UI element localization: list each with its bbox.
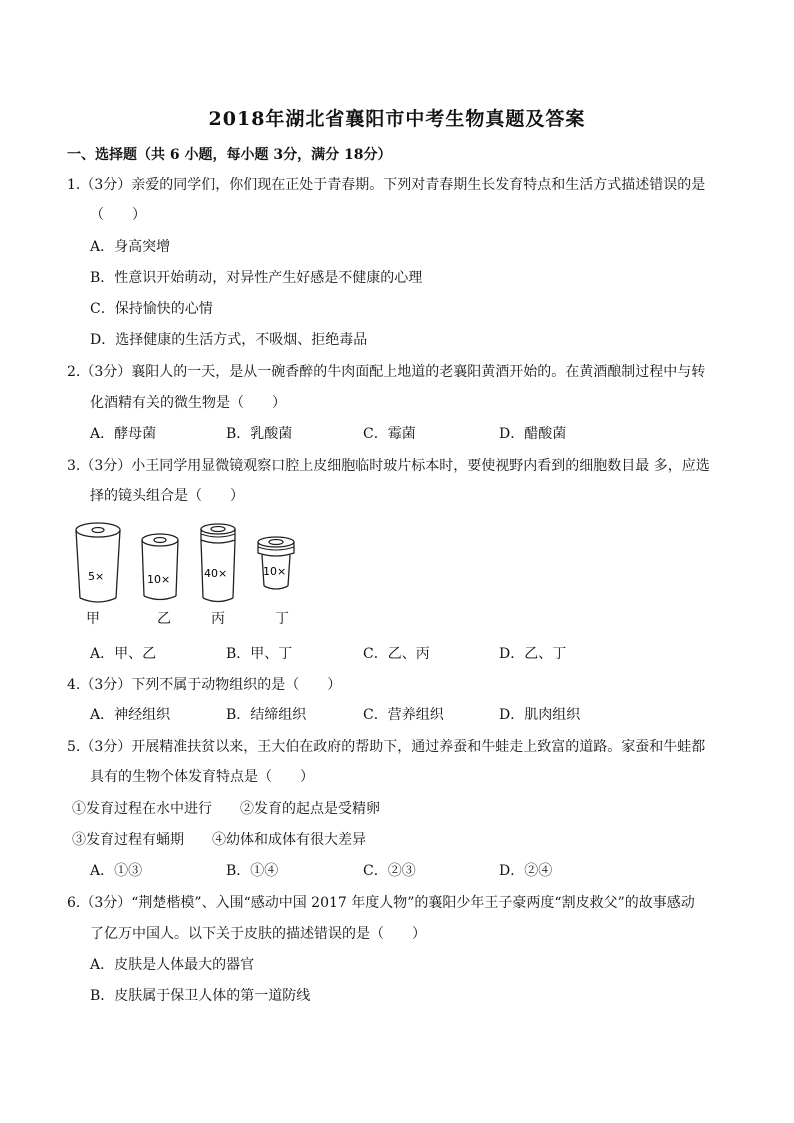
lens-jia-icon	[76, 523, 120, 602]
question-4-option-c: C．营养组织	[363, 707, 444, 723]
question-5-statement-2: ②发育的起点是受精卵	[240, 801, 380, 817]
question-5-option-b: B．①④	[226, 863, 279, 879]
question-6-option-a: A．皮肤是人体最大的器官	[90, 957, 255, 973]
question-2-option-b: B．乳酸菌	[226, 426, 293, 442]
lens-jia-mag: 5×	[88, 570, 105, 583]
lens-ding-mag: 10×	[263, 565, 287, 578]
question-2-stem: 2.（3分）襄阳人的一天，是从一碗香醉的牛肉面配上地道的老襄阳黄酒开始的。在黄酒酿制过程中与转	[67, 364, 706, 380]
question-2-option-d: D．醋酸菌	[499, 426, 567, 442]
question-5-stem: 5.（3分）开展精准扶贫以来，王大伯在政府的帮助下，通过养蚕和牛蛙走上致富的道路。家蚕和牛蛙都	[67, 739, 706, 755]
question-3-stem-cont: 择的镜头组合是（ ）	[90, 488, 244, 504]
question-5-option-c: C．②③	[363, 863, 416, 879]
question-6-stem-cont: 了亿万中国人。以下关于皮肤的描述错误的是（ ）	[90, 926, 426, 942]
question-1-option-c: C．保持愉快的心情	[90, 301, 213, 317]
question-4-option-a: A．神经组织	[90, 707, 171, 723]
lens-label-yi: 乙	[157, 611, 171, 627]
question-1-stem: 1.（3分）亲爱的同学们，你们现在正处于青春期。下列对青春期生长发育特点和生活方式描述错误的是	[67, 177, 706, 193]
question-6-option-b: B．皮肤属于保卫人体的第一道防线	[90, 988, 311, 1004]
question-2-stem-cont: 化酒精有关的微生物是（ ）	[90, 395, 286, 411]
lens-yi-icon	[142, 534, 178, 600]
question-5-statement-1: ①发育过程在水中进行	[72, 801, 212, 817]
question-5-statement-4: ④幼体和成体有很大差异	[212, 832, 366, 848]
lens-yi-mag: 10×	[147, 573, 171, 586]
question-1-stem-cont: （ ）	[90, 207, 146, 223]
question-5-option-d: D．②④	[499, 863, 553, 879]
question-4-option-d: D．肌肉组织	[499, 707, 581, 723]
question-3-option-b: B．甲、丁	[226, 646, 293, 662]
question-3-option-d: D．乙、丁	[499, 646, 567, 662]
lens-label-jia: 甲	[86, 611, 100, 627]
lens-ding-icon	[258, 537, 294, 589]
question-1-option-b: B．性意识开始萌动，对异性产生好感是不健康的心理	[90, 270, 423, 286]
lens-bing-mag: 40×	[204, 567, 228, 580]
question-1-option-a: A．身高突增	[90, 239, 171, 255]
question-2-option-a: A．酵母菌	[90, 426, 157, 442]
question-5-stem-cont: 具有的生物个体发育特点是（ ）	[90, 769, 314, 785]
section-heading: 一、选择题（共 6 小题，每小题 3分，满分 18分）	[67, 147, 392, 163]
question-3-option-a: A．甲、乙	[90, 646, 157, 662]
question-2-option-c: C．霉菌	[363, 426, 416, 442]
question-4-stem: 4.（3分）下列不属于动物组织的是（ ）	[67, 677, 342, 693]
question-4-option-b: B．结缔组织	[226, 707, 307, 723]
lens-label-ding: 丁	[275, 611, 289, 627]
question-3-stem: 3.（3分）小王同学用显微镜观察口腔上皮细胞临时玻片标本时，要使视野内看到的细胞数目最 多，应选	[67, 458, 710, 474]
lens-label-bing: 丙	[211, 611, 225, 627]
question-5-statement-3: ③发育过程有蛹期	[72, 832, 184, 848]
question-1-option-d: D．选择健康的生活方式，不吸烟、拒绝毒品	[90, 332, 368, 348]
question-5-option-a: A．①③	[90, 863, 143, 879]
question-3-option-c: C．乙、丙	[363, 646, 430, 662]
lens-bing-icon	[201, 524, 235, 602]
page-title: 2018年湖北省襄阳市中考生物真题及答案	[208, 108, 586, 130]
question-6-stem: 6.（3分）“荆楚楷模”、入围“感动中国 2017 年度人物”的襄阳少年王子豪两度“割皮救父”的故事感动	[67, 895, 695, 911]
